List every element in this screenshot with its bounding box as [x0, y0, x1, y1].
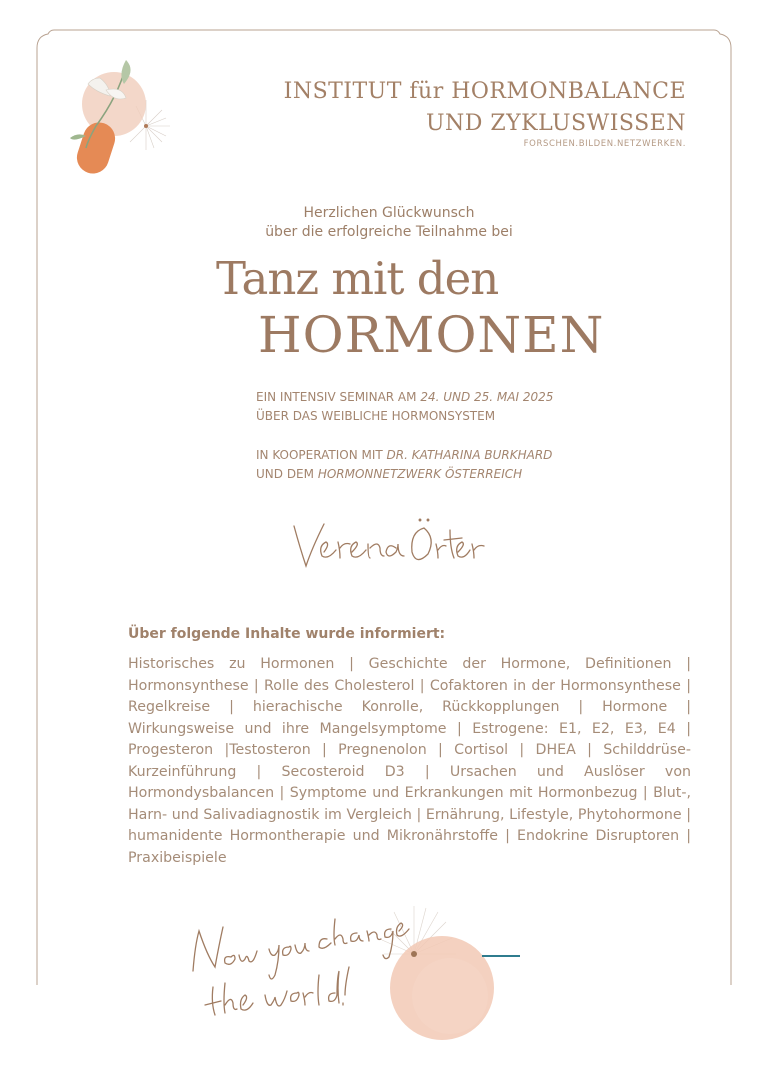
flower-logo-icon [66, 56, 186, 176]
cooperation-prefix-2: UND DEM [256, 467, 318, 481]
cooperation-prefix: IN KOOPERATION MIT [256, 448, 387, 462]
title-line-2: HORMONEN [258, 306, 605, 364]
institute-tagline: FORSCHEN.BILDEN.NETZWERKEN. [523, 139, 686, 149]
cooperation-line-2 [256, 465, 552, 484]
signature [290, 508, 490, 588]
seminar-prefix: EIN INTENSIV SEMINAR AM [256, 390, 421, 404]
title-line-1: Tanz mit den [216, 252, 499, 305]
cooperation-line-1 [256, 446, 552, 465]
congrats-line-2: über die erfolgreiche Teilnahme bei [265, 224, 513, 240]
institute-line-1: INSTITUT für HORMONBALANCE [283, 79, 686, 104]
seminar-subject: ÜBER DAS WEIBLICHE HORMONSYSTEM [256, 409, 496, 423]
seminar-info [256, 388, 553, 426]
cooperation-info [256, 446, 552, 484]
seminar-date-line [256, 388, 553, 407]
congrats-line-1: Herzlichen Glückwunsch [303, 205, 475, 221]
contents-heading: Über folgende Inhalte wurde informiert: [128, 626, 446, 642]
motto-handwriting [185, 905, 415, 1035]
cooperation-partner-1: DR. KATHARINA BURKHARD [386, 448, 553, 462]
contents-text: Historisches zu Hormonen | Geschichte der Hormone, Definitionen | Hormonsynthese | Rolle des Cholesterol | Cofaktoren in der Hormonsynthese | Regelkreise | hierachische Konrolle, Rückkopplungen | Hormone | Wirkungsweise und ihre Mangelsymptome | Estrogene: E1, E2, E3, E4 | Progesteron |Testosteron | Pregnenolon | Cortisol | DHEA | Schilddrüse-Kurzeinführung | Secosteroid D3 | Ursachen und Auslöser von Hormondysbalancen | Symptome und Erkrankungen mit Hormonbezug | Blut-, Harn- und Salivadiagnostik im Vergleich | Ernährung, Lifestyle, Phytohormone | humanidente Hormontherapie und Mikronährstoffe | Endokrine Disruptoren | Praxibeispiele [128, 656, 691, 866]
seminar-dates: 24. UND 25. MAI 2025 [420, 390, 554, 404]
institute-line-2: UND ZYKLUSWISSEN [425, 111, 686, 136]
congratulations-text [0, 204, 768, 242]
cooperation-partner-2: HORMONNETZWERK ÖSTERREICH [317, 467, 523, 481]
institute-name [284, 76, 686, 140]
